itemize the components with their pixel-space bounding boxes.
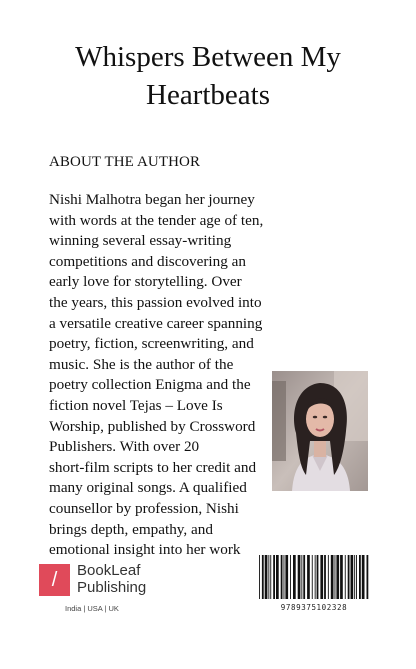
bio-line: winning several essay-writing: [49, 232, 232, 250]
bio-line: the years, this passion evolved into: [49, 293, 262, 311]
bio-line: fiction novel Tejas – Love Is: [49, 396, 223, 414]
barcode-bars: [258, 555, 370, 599]
publisher-tagline: India | USA | UK: [65, 604, 119, 613]
publisher-logo-mark: /: [39, 564, 70, 596]
bio-line: Publishers. With over 20: [49, 438, 200, 456]
bio-line: poetry collection Enigma and the: [49, 376, 251, 394]
book-title: [0, 38, 416, 114]
book-title-line-1: Whispers Between My: [75, 41, 341, 73]
bio-line: counsellor by profession, Nishi: [49, 499, 239, 517]
book-title-line-2: Heartbeats: [146, 79, 270, 111]
bio-line: a versatile creative career spanning: [49, 314, 263, 332]
bio-line: brings depth, empathy, and: [49, 520, 213, 538]
bio-line: music. She is the author of the: [49, 355, 234, 373]
author-portrait-image: [272, 371, 368, 491]
bio-line: early love for storytelling. Over: [49, 273, 242, 291]
author-photo: [272, 371, 368, 491]
bio-line: poetry, fiction, screenwriting, and: [49, 335, 254, 353]
publisher-name-line-2: Publishing: [77, 579, 147, 596]
bio-line: competitions and discovering an: [49, 252, 246, 270]
author-bio: [49, 190, 279, 561]
bio-line: short-film scripts to her credit and: [49, 458, 257, 476]
publisher-name: [77, 562, 146, 596]
bio-line: Nishi Malhotra began her journey: [49, 191, 255, 208]
bio-line: many original songs. A qualified: [49, 479, 247, 497]
publisher-name-line-1: BookLeaf: [77, 562, 141, 579]
isbn-number: 9789375102328: [280, 603, 348, 612]
bio-line: emotional insight into her work: [49, 541, 241, 559]
about-author-heading: ABOUT THE AUTHOR: [49, 154, 201, 170]
bio-line: Worship, published by Crossword: [49, 417, 256, 435]
bio-line: with words at the tender age of ten,: [49, 211, 264, 229]
isbn-barcode: [258, 555, 370, 599]
